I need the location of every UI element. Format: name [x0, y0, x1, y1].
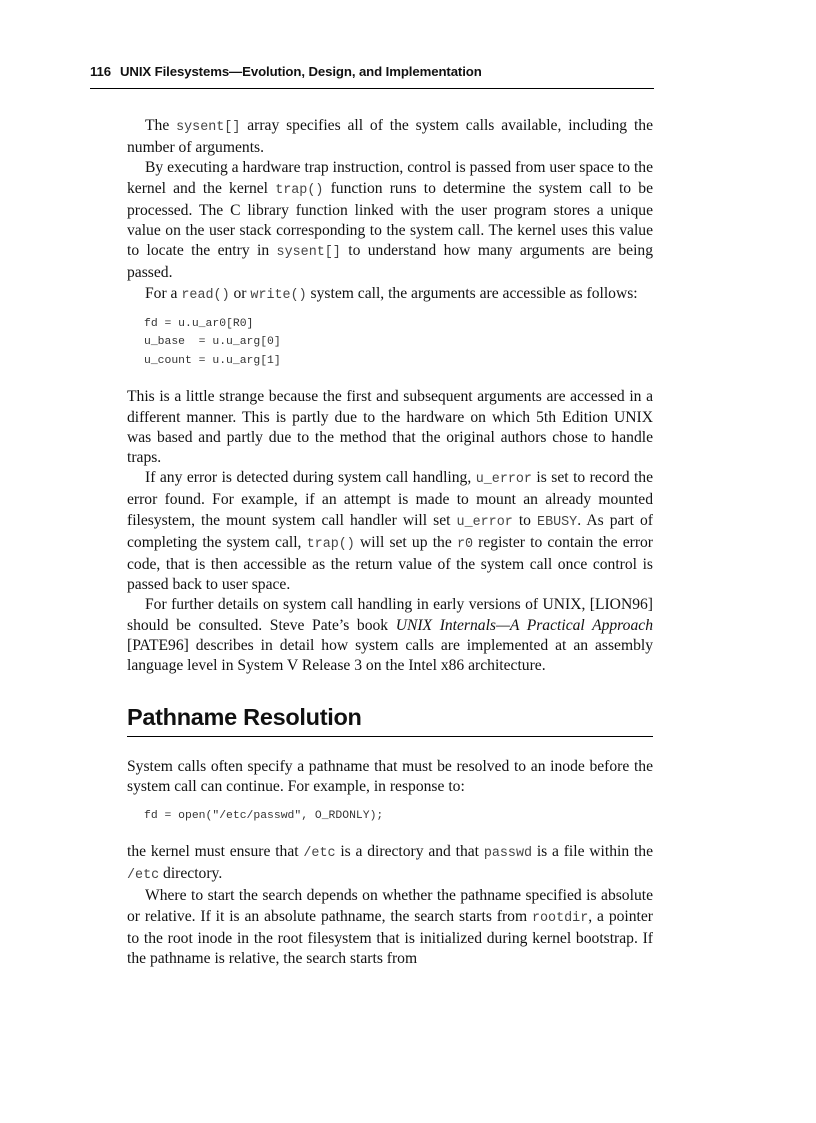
page-body — [127, 116, 653, 969]
text-run: For further details on system call handling in early versions of UNIX, [LION96] should be consulted. Steve Pate’s book — [127, 596, 653, 634]
text-run: This is a little strange because the first and subsequent arguments are accessed in a different manner. This is partly due to the hardware on which 5th Edition UNIX was based and partly due to the method that the original authors chose to handle traps. — [127, 388, 653, 466]
running-header — [90, 64, 654, 89]
text-run: is a directory and that — [335, 843, 484, 861]
code-ebusy: EBUSY — [537, 514, 578, 530]
text-run: Where to start the search depends on whether the pathname specified is absolute or relative. If it is an absolute pathname, the search starts from — [127, 887, 653, 925]
code-read: read() — [181, 287, 230, 303]
text-run: function runs to determine the system call to be processed. The C library function linked with the user program stores a unique value on the user stack corresponding to the system call. The kernel uses this value to locate the entry in — [127, 179, 653, 260]
code-etc: /etc — [127, 868, 160, 884]
text-run: For a — [145, 284, 182, 302]
book-title: UNIX Internals—A Practical Approach — [395, 616, 653, 634]
paragraph-sysent — [127, 116, 653, 158]
text-run: is a file within the — [532, 843, 653, 861]
paragraph-error — [127, 468, 653, 595]
text-run: register to contain the error code, that is then accessible as the return value of the system call once control is passed back to user space. — [127, 533, 654, 594]
text-run: is set to record the error found. For example, if an attempt is made to mount an already mounted filesystem, the mount system call handler will set — [127, 469, 654, 529]
paragraph-further-details — [127, 595, 653, 676]
paragraph-pathname-intro — [127, 757, 653, 797]
text-run: , a pointer to the root inode in the root filesystem that is initialized during kernel bootstrap. If the pathname is relative, the search starts from — [127, 907, 653, 968]
paragraph-strange — [127, 387, 653, 468]
page-number: 116 — [90, 64, 111, 79]
text-run: System calls often specify a pathname that must be resolved to an inode before the system call can continue. For example, in response to: — [127, 758, 653, 796]
text-run: The — [145, 117, 177, 134]
text-run: By executing a hardware trap instruction, control is passed from user space to the kernel and the kernel — [127, 159, 653, 197]
code-sysent: sysent[] — [176, 120, 241, 135]
paragraph-read-write — [127, 284, 653, 306]
code-block-open — [127, 807, 653, 826]
text-run: . As part of completing the system call, — [127, 511, 653, 551]
code-sysent: sysent[] — [276, 245, 341, 261]
code-write: write() — [250, 287, 307, 303]
text-run: or — [229, 284, 251, 302]
code-trap: trap() — [306, 536, 355, 552]
code-u-error: u_error — [456, 514, 513, 530]
text-run: If any error is detected during system call handling, — [145, 469, 476, 487]
code-etc: /etc — [303, 846, 336, 862]
text-run: to understand how many arguments are being passed. — [127, 242, 653, 282]
paragraph-search-start — [127, 886, 653, 969]
running-title: UNIX Filesystems—Evolution, Design, and Implementation — [119, 64, 482, 79]
code-line: u_count = u.u_arg[1] — [144, 354, 281, 367]
text-run: [PATE96] describes in detail how system calls are implemented at an assembly language level in System V Release 3 on the Intel x86 architecture. — [127, 636, 653, 674]
section-heading: Pathname Resolution — [127, 703, 653, 737]
code-trap: trap() — [275, 182, 324, 198]
code-line: fd = u.u_ar0[R0] — [144, 317, 254, 330]
code-passwd: passwd — [483, 846, 533, 862]
paragraph-etc — [127, 842, 653, 886]
text-run: directory. — [159, 865, 223, 883]
text-run: will set up the — [354, 533, 457, 551]
text-run: to — [512, 511, 538, 529]
code-rootdir: rootdir — [531, 910, 589, 926]
code-block-arguments — [127, 315, 653, 371]
code-line: fd = open("/etc/passwd", O_RDONLY); — [144, 809, 384, 822]
code-u-error: u_error — [475, 472, 532, 488]
text-run: the kernel must ensure that — [127, 843, 304, 861]
code-r0: r0 — [456, 536, 474, 552]
code-line: u_base = u.u_arg[0] — [144, 336, 281, 349]
text-run: system call, the arguments are accessible as follows: — [306, 284, 638, 302]
paragraph-trap — [127, 158, 653, 283]
text-run: array specifies all of the system calls available, including the number of arguments. — [127, 117, 653, 157]
